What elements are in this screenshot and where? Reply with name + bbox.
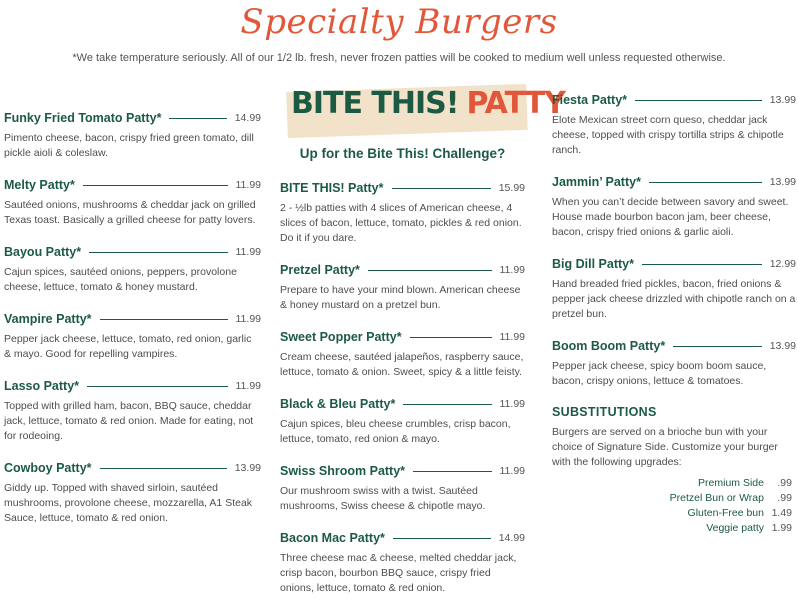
logo-text-part1: BITE THIS! <box>291 86 459 121</box>
item-name: BITE THIS! Patty* <box>280 181 384 195</box>
leader-line <box>642 264 762 265</box>
item-name: Fiesta Patty* <box>552 93 628 107</box>
menu-item <box>4 177 261 228</box>
menu-item <box>552 256 796 322</box>
leader-line <box>392 188 491 189</box>
menu-item <box>280 396 525 447</box>
leader-line <box>100 468 227 469</box>
upgrade-price: 1.99 <box>771 522 792 534</box>
item-price: 11.99 <box>499 331 525 343</box>
bite-this-logo <box>283 82 565 138</box>
leader-line <box>413 471 491 472</box>
upgrade-label: Pretzel Bun or Wrap <box>669 492 764 504</box>
menu-item <box>552 174 796 240</box>
item-name: Bayou Patty* <box>4 245 82 259</box>
leader-line <box>83 185 228 186</box>
menu-item <box>280 530 525 596</box>
item-description: Sautéed onions, mushrooms & cheddar jack on grilled Texas toast. Basically a grilled cheese for patty lovers. <box>4 199 256 226</box>
menu-item <box>4 110 261 161</box>
item-name: Pretzel Patty* <box>280 263 360 277</box>
item-price: 14.99 <box>234 112 261 124</box>
item-name: Melty Patty* <box>4 178 75 192</box>
substitutions-title: SUBSTITUTIONS <box>552 405 657 419</box>
leader-line <box>169 118 226 119</box>
item-name: Sweet Popper Patty* <box>280 330 402 344</box>
item-description: Elote Mexican street corn queso, cheddar jack cheese, topped with crispy tortilla strips & chipotle ranch. <box>552 114 784 156</box>
upgrade-label: Gluten-Free bun <box>687 507 764 519</box>
item-price: 13.99 <box>769 176 796 188</box>
menu-item <box>4 378 261 444</box>
leader-line <box>368 270 492 271</box>
item-name: Cowboy Patty* <box>4 461 92 475</box>
menu-item <box>552 338 796 389</box>
menu-column-right <box>552 92 796 536</box>
upgrade-label: Premium Side <box>698 477 764 489</box>
leader-line <box>403 404 491 405</box>
item-price: 13.99 <box>769 94 796 106</box>
item-price: 11.99 <box>499 264 525 276</box>
upgrade-row <box>552 521 792 536</box>
upgrade-price: .99 <box>777 477 792 489</box>
menu-item <box>4 311 261 362</box>
item-price: 11.99 <box>235 380 261 392</box>
substitutions-section <box>552 405 796 536</box>
item-name: Bacon Mac Patty* <box>280 531 385 545</box>
upgrade-price: 1.49 <box>771 507 792 519</box>
item-description: Hand breaded fried pickles, bacon, fried onions & pepper jack cheese drizzled with chipotle ranch on a pretzel bun. <box>552 278 796 320</box>
menu-item <box>4 244 261 295</box>
logo-text-part2: PATTY <box>466 86 565 121</box>
leader-line <box>649 182 762 183</box>
upgrade-label: Veggie patty <box>706 522 764 534</box>
menu-item <box>552 92 796 158</box>
menu-item <box>280 262 525 313</box>
item-description: Pimento cheese, bacon, crispy fried green tomato, dill pickle aioli & coleslaw. <box>4 132 254 159</box>
item-price: 11.99 <box>499 465 525 477</box>
item-name: Lasso Patty* <box>4 379 80 393</box>
item-price: 14.99 <box>498 532 525 544</box>
item-description: Our mushroom swiss with a twist. Sautéed mushrooms, Swiss cheese & chipotle mayo. <box>280 485 486 512</box>
item-description: Giddy up. Topped with shaved sirloin, sautéed mushrooms, provolone cheese, mozzarella, A1 Steak Sauce, lettuce, tomato & red onion. <box>4 482 253 524</box>
item-description: Cajun spices, bleu cheese crumbles, crisp bacon, lettuce, tomato, red onion & mayo. <box>280 418 511 445</box>
substitutions-description: Burgers are served on a brioche bun with your choice of Signature Side. Customize your burger with the following upgrades: <box>552 426 778 468</box>
item-description: 2 - ½lb patties with 4 slices of American cheese, 4 slices of bacon, lettuce, tomato, pickles & red onion. Do it if you dare. <box>280 202 522 244</box>
item-description: Cream cheese, sautéed jalapeños, raspberry sauce, lettuce, tomato & onion. Sweet, spicy & a little feisty. <box>280 351 524 378</box>
item-description: Pepper jack cheese, lettuce, tomato, red onion, garlic & mayo. Good for repelling vampires. <box>4 333 252 360</box>
item-price: 13.99 <box>769 340 796 352</box>
upgrade-row <box>552 506 792 521</box>
item-name: Vampire Patty* <box>4 312 92 326</box>
item-description: Topped with grilled ham, bacon, BBQ sauce, cheddar jack, lettuce, tomato & red onion. Made for eating, not for rodeoing. <box>4 400 254 442</box>
leader-line <box>673 346 762 347</box>
item-description: When you can’t decide between savory and sweet. House made bourbon bacon jam, beer cheese, bacon, crispy fried onions & garlic aioli. <box>552 196 789 238</box>
upgrade-row <box>552 476 792 491</box>
item-description: Cajun spices, sautéed onions, peppers, provolone cheese, lettuce, tomato & honey mustard. <box>4 266 237 293</box>
menu-item <box>280 180 525 246</box>
item-price: 11.99 <box>235 179 261 191</box>
page-title: Specialty Burgers <box>240 2 558 42</box>
menu-item <box>280 463 525 514</box>
leader-line <box>87 386 227 387</box>
menu-item <box>4 460 261 526</box>
leader-line <box>89 252 227 253</box>
menu-column-center <box>280 180 525 612</box>
leader-line <box>100 319 228 320</box>
menu-item <box>280 329 525 380</box>
upgrade-list <box>552 476 796 536</box>
leader-line <box>393 538 491 539</box>
item-name: Funky Fried Tomato Patty* <box>4 111 162 125</box>
item-price: 13.99 <box>234 462 261 474</box>
item-price: 15.99 <box>498 182 525 194</box>
item-price: 11.99 <box>235 246 261 258</box>
item-name: Swiss Shroom Patty* <box>280 464 406 478</box>
item-name: Big Dill Patty* <box>552 257 634 271</box>
menu-column-left <box>4 110 261 542</box>
item-price: 12.99 <box>769 258 796 270</box>
item-price: 11.99 <box>499 398 525 410</box>
item-name: Boom Boom Patty* <box>552 339 666 353</box>
challenge-tagline: Up for the Bite This! Challenge? <box>299 146 506 161</box>
temperature-note: *We take temperature seriously. All of our 1/2 lb. fresh, never frozen patties will be cooked to medium well unless requested otherwise. <box>72 52 726 64</box>
leader-line <box>410 337 492 338</box>
item-description: Three cheese mac & cheese, melted cheddar jack, crisp bacon, bourbon BBQ sauce, crispy fried onions, lettuce, tomato & red onion. <box>280 552 517 594</box>
upgrade-price: .99 <box>777 492 792 504</box>
item-name: Jammin’ Patty* <box>552 175 641 189</box>
upgrade-row <box>552 491 792 506</box>
item-name: Black & Bleu Patty* <box>280 397 396 411</box>
item-price: 11.99 <box>235 313 261 325</box>
logo-text <box>291 86 565 121</box>
leader-line <box>635 100 762 101</box>
item-description: Pepper jack cheese, spicy boom boom sauce, bacon, crispy onions, lettuce & tomatoes. <box>552 360 767 387</box>
item-description: Prepare to have your mind blown. American cheese & honey mustard on a pretzel bun. <box>280 284 521 311</box>
